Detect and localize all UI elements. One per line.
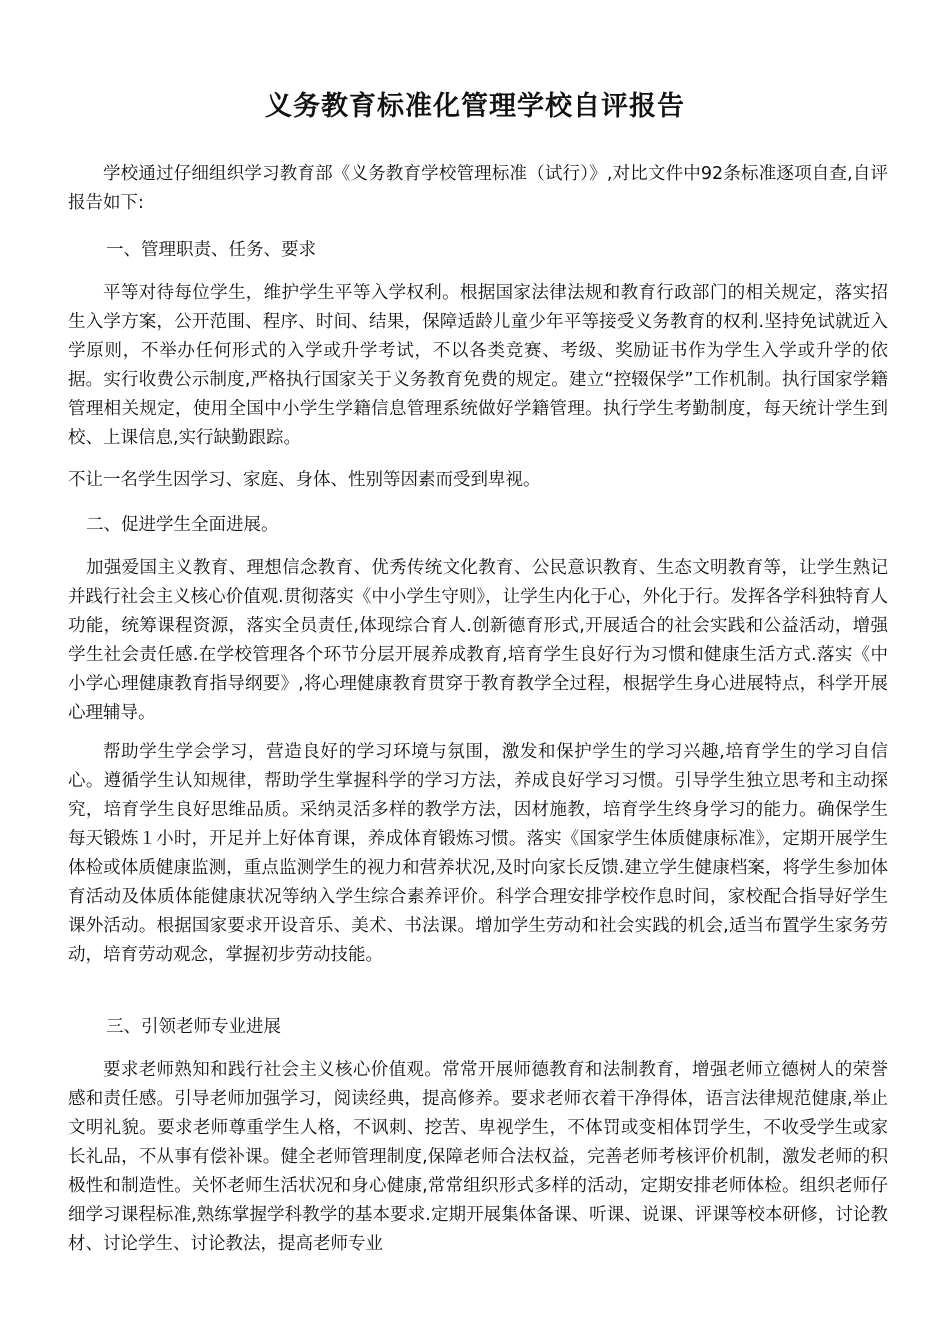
document-title: 义务教育标准化管理学校自评报告 <box>265 91 685 122</box>
section2-heading: 二、促进学生全面进展。 <box>86 515 279 535</box>
intro-paragraph: 学校通过仔细组织学习教育部《义务教育学校管理标准（试行）》,对比文件中92条标准逐项自查,自评报告如下: <box>68 164 888 213</box>
section2-paragraph-2: 帮助学生学会学习，营造良好的学习环境与氛围，激发和保护学生的学习兴趣,培育学生的学习自信心。遵循学生认知规律，帮助学生掌握科学的学习方法，养成良好学习习惯。引导学生独立思考和主动探究，培育学生良好思维品质。采纳灵活多样的教学方法，因材施教，培育学生终身学习的能力。确保学生每天锻炼１小时，开足并上好体育课，养成体育锻炼习惯。落实《国家学生体质健康标准》，定期开展学生体检或体质健康监测，重点监测学生的视力和营养状况,及时向家长反馈.建立学生健康档案，将学生参加体育活动及体质体能健康状况等纳入学生综合素养评价。科学合理安排学校作息时间，家校配合指导好学生课外活动。根据国家要求开设音乐、美术、书法课。增加学生劳动和社会实践的机会,适当布置学生家务劳动，培育劳动观念，掌握初步劳动技能。 <box>68 742 888 965</box>
section1-paragraph-1: 平等对待每位学生，维护学生平等入学权利。根据国家法律法规和教育行政部门的相关规定，落实招生入学方案，公开范围、程序、时间、结果，保障适龄儿童少年平等接受义务教育的权利.坚持免试就近入学原则，不举办任何形式的入学或升学考试，不以各类竞赛、考级、奖励证书作为学生入学或升学的依据。实行收费公示制度,严格执行国家关于义务教育免费的规定。建立“控辍保学”工作机制。执行国家学籍管理相关规定，使用全国中小学生学籍信息管理系统做好学籍管理。执行学生考勤制度，每天统计学生到校、上课信息,实行缺勤跟踪。 <box>68 283 888 448</box>
section1-heading: 一、管理职责、任务、要求 <box>106 240 316 260</box>
section1-paragraph-2: 不让一名学生因学习、家庭、身体、性别等因素而受到卑视。 <box>68 470 541 490</box>
section3-heading: 三、引领老师专业进展 <box>106 1017 281 1037</box>
section2-paragraph-1: 加强爱国主义教育、理想信念教育、优秀传统文化教育、公民意识教育、生态文明教育等，让学生熟记并践行社会主义核心价值观.贯彻落实《中小学生守则》，让学生内化于心，外化于行。发挥各学科独特育人功能，统筹课程资源，落实全员责任,体现综合育人.创新德育形式,开展适合的社会实践和公益活动，增强学生社会责任感.在学校管理各个环节分层开展养成教育,培育学生良好行为习惯和健康生活方式.落实《中小学心理健康教育指导纲要》,将心理健康教育贯穿于教育教学全过程，根据学生身心进展特点，科学开展心理辅导。 <box>68 558 888 723</box>
section3-paragraph-1: 要求老师熟知和践行社会主义核心价值观。常常开展师德教育和法制教育，增强老师立德树人的荣誉感和责任感。引导老师加强学习，阅读经典，提高修养。要求老师衣着干净得体，语言法律规范健康,举止文明礼貌。要求老师尊重学生人格，不讽刺、挖苦、卑视学生，不体罚或变相体罚学生，不收受学生或家长礼品，不从事有偿补课。健全老师管理制度,保障老师合法权益，完善老师考核评价机制，激发老师的积极性和制造性。关怀老师生活状况和身心健康,常常组织形式多样的活动，定期安排老师体检。组织老师仔细学习课程标准,熟练掌握学科教学的基本要求.定期开展集体备课、听课、说课、评课等校本研修，讨论教材、讨论学生、讨论教法，提高老师专业 <box>68 1060 888 1254</box>
